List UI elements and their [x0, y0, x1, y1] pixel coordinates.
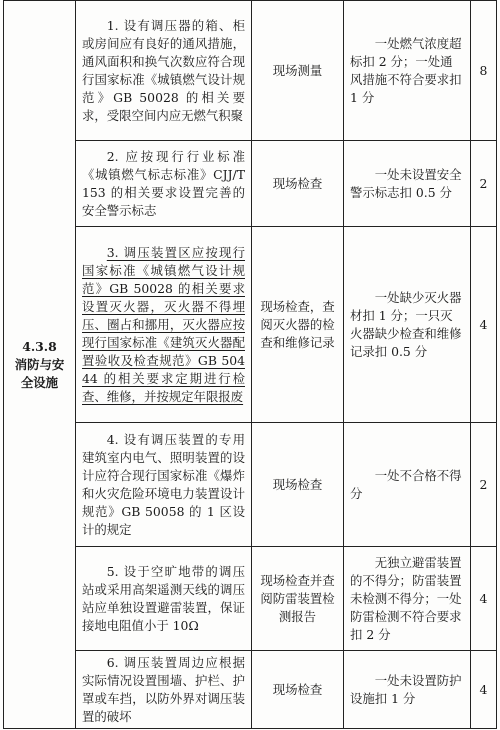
score-cell: 4 [471, 227, 497, 423]
item-cell [4, 1, 76, 729]
method-cell: 现场检查 [252, 423, 344, 547]
requirement-cell: 6. 调压装置周边应根据实际情况设置围墙、护栏、护罩或车挡，以防外界对调压装置的破坏 [76, 651, 252, 729]
method-cell: 现场测量 [252, 1, 344, 141]
requirement-cell: 2. 应按现行行业标准《城镇燃气标志标准》CJJ/T 153 的相关要求设置完善的安全警示标志 [76, 141, 252, 227]
method-cell: 现场检查 [252, 651, 344, 729]
deduction-cell: 一处未设置防护设施扣 1 分 [344, 651, 471, 729]
method-cell: 现场检查并查阅防雷装置检测报告 [252, 547, 344, 651]
table-row [4, 227, 497, 423]
evaluation-table [3, 0, 497, 729]
deduction-cell: 一处燃气浓度超标扣 2 分；一处通风措施不符合要求扣 1 分 [344, 1, 471, 141]
score-cell: 8 [471, 1, 497, 141]
score-cell: 2 [471, 141, 497, 227]
table-row [4, 651, 497, 729]
score-cell: 4 [471, 547, 497, 651]
table-row [4, 423, 497, 547]
table-row [4, 1, 497, 141]
table-row [4, 141, 497, 227]
score-cell: 2 [471, 423, 497, 547]
deduction-cell: 一处未设置安全警示标志扣 0.5 分 [344, 141, 471, 227]
requirement-cell: 4. 设有调压装置的专用建筑室内电气、照明装置的设计应符合现行国家标准《爆炸和火灾危险环境电力装置设计规范》GB 50058 的 1 区设计的规定 [76, 423, 252, 547]
score-cell: 4 [471, 651, 497, 729]
method-cell: 现场检查 [252, 141, 344, 227]
table-row [4, 547, 497, 651]
deduction-cell: 一处不合格不得分 [344, 423, 471, 547]
item-label: 4.3.8 消防与安全设施 [14, 338, 65, 390]
requirement-cell: 1. 设有调压器的箱、柜或房间应有良好的通风措施，通风面积和换气次数应符合现行国家标准《城镇燃气设计规范》GB 50028 的相关要求，受限空间内应无燃气积聚 [76, 1, 252, 141]
deduction-cell: 无独立避雷装置的不得分；防雷装置未检测不得分；一处防雷检测不符合要求扣 2 分 [344, 547, 471, 651]
deduction-cell: 一处缺少灭火器材扣 1 分；一只灭火器缺少检查和维修记录扣 0.5 分 [344, 227, 471, 423]
requirement-cell: 3. 调压装置区应按现行国家标准《城镇燃气设计规范》GB 50028 的相关要求设置灭火器，灭火器不得埋压、圈占和挪用，灭火器应按现行国家标准《建筑灭火器配置验收及检查规范》GB 50444 的相关要求定期进行检查、维修，并按规定年限报废 [76, 227, 252, 423]
method-cell: 现场检查，查阅灭火器的检查和维修记录 [252, 227, 344, 423]
requirement-cell: 5. 设于空旷地带的调压站或采用高架遥测天线的调压站应单独设置避雷装置，保证接地电阻值小于 10Ω [76, 547, 252, 651]
